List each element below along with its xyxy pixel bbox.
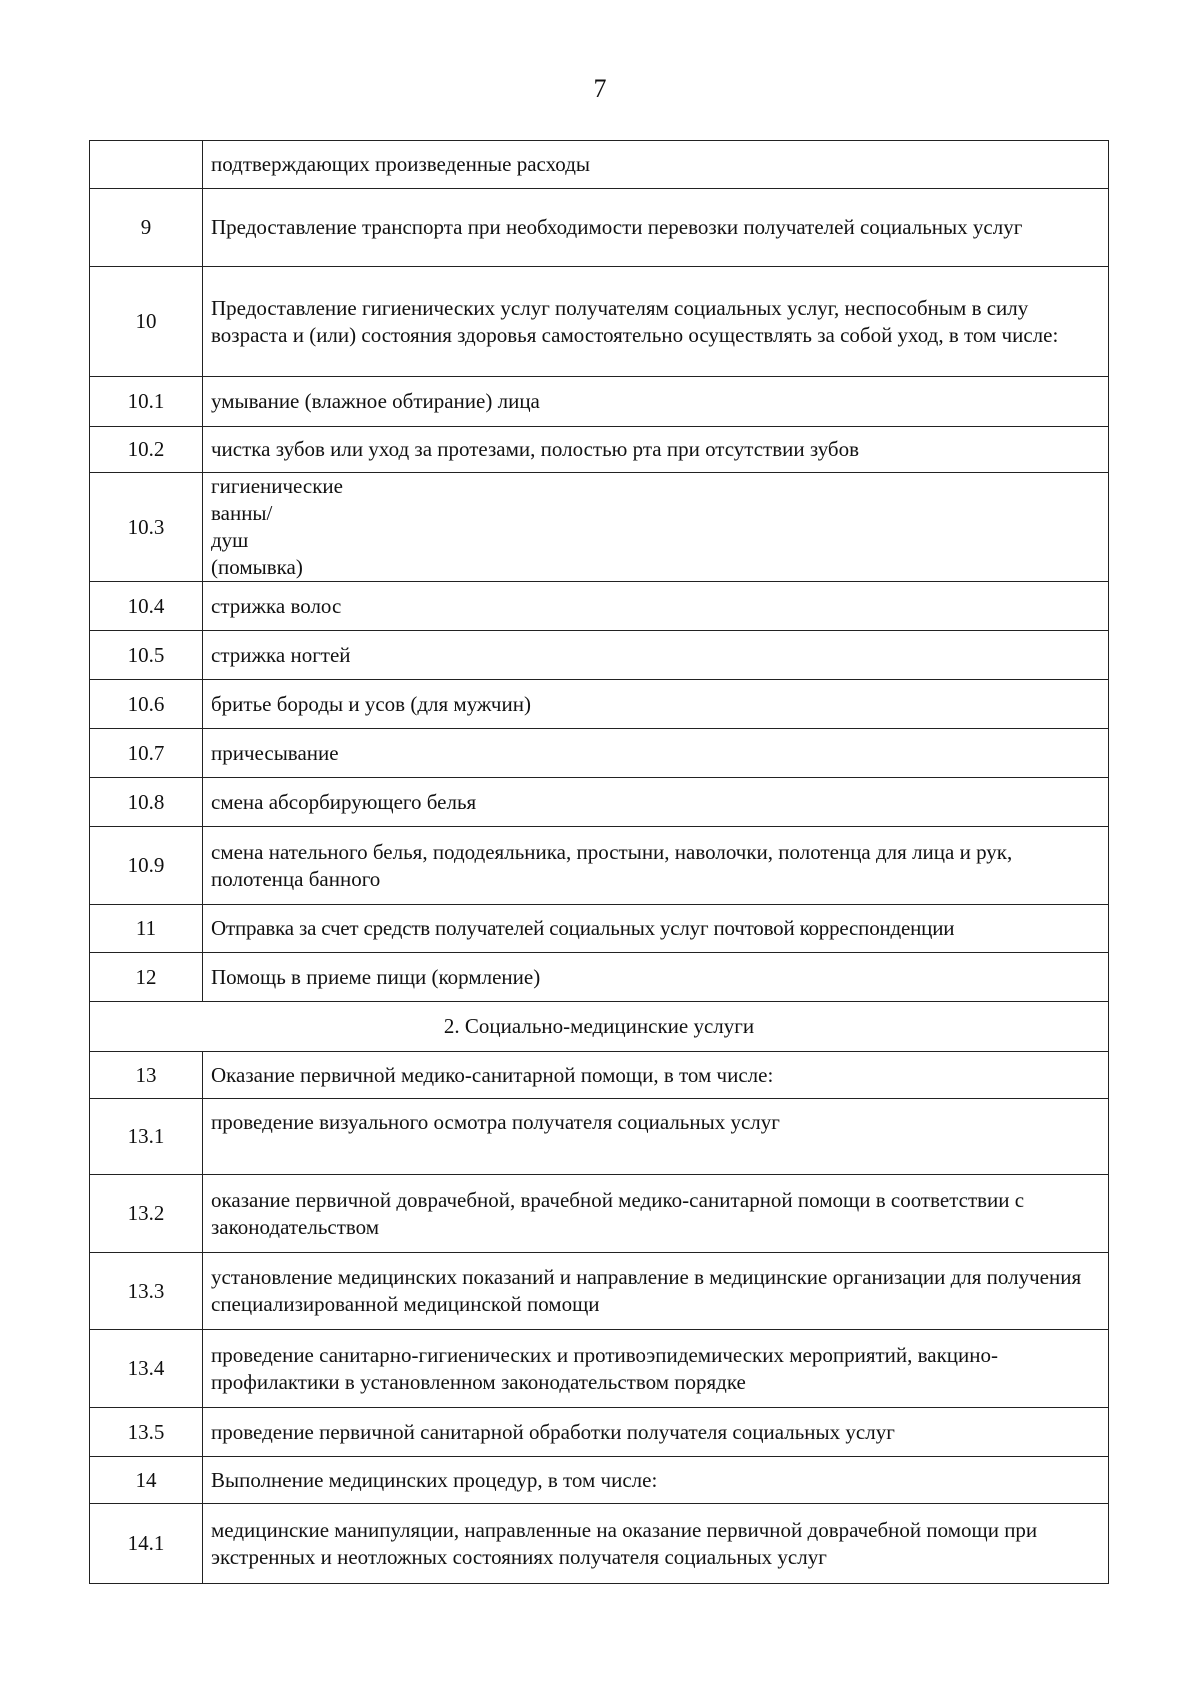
- table-row: [90, 377, 1109, 427]
- services-table: [89, 140, 1109, 1584]
- table-row: [90, 953, 1109, 1002]
- table-row: [90, 1330, 1109, 1408]
- row-number: 11: [90, 905, 203, 953]
- table-row: [90, 582, 1109, 631]
- row-number: 13.1: [90, 1099, 203, 1175]
- row-text: стрижка ногтей: [203, 631, 1109, 680]
- row-text: проведение первичной санитарной обработки получателя социальных услуг: [203, 1408, 1109, 1457]
- table-row: [90, 1408, 1109, 1457]
- row-number: 10.9: [90, 827, 203, 905]
- table-row: [90, 1052, 1109, 1099]
- row-number: 13.2: [90, 1175, 203, 1253]
- row-text: смена нательного белья, пододеяльника, простыни, наволочки, полотенца для лица и рук, полотенца банного: [203, 827, 1109, 905]
- row-text: причесывание: [203, 729, 1109, 778]
- row-text: установление медицинских показаний и направление в медицинские организации для получения специализированной медицинской помощи: [203, 1253, 1109, 1330]
- section-heading-row: [90, 1002, 1109, 1052]
- row-text: Предоставление транспорта при необходимости перевозки получателей социальных услуг: [203, 189, 1109, 267]
- row-number: 13: [90, 1052, 203, 1099]
- row-number: 13.4: [90, 1330, 203, 1408]
- table-row: [90, 189, 1109, 267]
- row-number: 10.2: [90, 427, 203, 473]
- table-row: [90, 427, 1109, 473]
- table-row: [90, 778, 1109, 827]
- page-number: 7: [593, 74, 607, 103]
- row-text: гигиенические ванны/душ (помывка): [203, 473, 1109, 582]
- table-row: [90, 827, 1109, 905]
- row-text: стрижка волос: [203, 582, 1109, 631]
- table-row: [90, 1253, 1109, 1330]
- row-number: 10: [90, 267, 203, 377]
- row-number: 10.1: [90, 377, 203, 427]
- row-number: 10.8: [90, 778, 203, 827]
- row-number: 12: [90, 953, 203, 1002]
- table-row: [90, 631, 1109, 680]
- row-number: 10.4: [90, 582, 203, 631]
- row-text: умывание (влажное обтирание) лица: [203, 377, 1109, 427]
- row-number: 10.6: [90, 680, 203, 729]
- row-text: оказание первичной доврачебной, врачебной медико-санитарной помощи в соответствии с законодательством: [203, 1175, 1109, 1253]
- table-row: [90, 141, 1109, 189]
- row-text: смена абсорбирующего белья: [203, 778, 1109, 827]
- row-number: 13.5: [90, 1408, 203, 1457]
- row-text: Выполнение медицинских процедур, в том числе:: [203, 1457, 1109, 1504]
- row-number: [90, 141, 203, 189]
- row-number: 10.3: [90, 473, 203, 582]
- row-number: 14: [90, 1457, 203, 1504]
- row-number: 14.1: [90, 1504, 203, 1584]
- table-row: [90, 1504, 1109, 1584]
- row-text: проведение санитарно-гигиенических и противоэпидемических мероприятий, вакцино-профилактики в установленном законодательством порядке: [203, 1330, 1109, 1408]
- row-number: 10.5: [90, 631, 203, 680]
- row-text: Предоставление гигиенических услуг получателям социальных услуг, неспособным в силу возраста и (или) состояния здоровья самостоятельно осуществлять за собой уход, в том числе:: [203, 267, 1109, 377]
- section-heading: 2. Социально-медицинские услуги: [90, 1002, 1109, 1052]
- table-row: [90, 1099, 1109, 1175]
- table-row: [90, 1457, 1109, 1504]
- table-row: [90, 729, 1109, 778]
- row-text: медицинские манипуляции, направленные на оказание первичной доврачебной помощи при экстренных и неотложных состояниях получателя социальных услуг: [203, 1504, 1109, 1584]
- row-number: 13.3: [90, 1253, 203, 1330]
- row-number: 10.7: [90, 729, 203, 778]
- row-number: 9: [90, 189, 203, 267]
- row-text: Оказание первичной медико-санитарной помощи, в том числе:: [203, 1052, 1109, 1099]
- table-row: [90, 905, 1109, 953]
- table-row: [90, 680, 1109, 729]
- table-row: [90, 1175, 1109, 1253]
- table-row: [90, 473, 1109, 582]
- row-text: чистка зубов или уход за протезами, полостью рта при отсутствии зубов: [203, 427, 1109, 473]
- row-text: Помощь в приеме пищи (кормление): [203, 953, 1109, 1002]
- row-text: подтверждающих произведенные расходы: [203, 141, 1109, 189]
- row-text: проведение визуального осмотра получателя социальных услуг: [203, 1099, 1109, 1175]
- row-text: Отправка за счет средств получателей социальных услуг почтовой корреспонденции: [203, 905, 1109, 953]
- row-text: бритье бороды и усов (для мужчин): [203, 680, 1109, 729]
- table-row: [90, 267, 1109, 377]
